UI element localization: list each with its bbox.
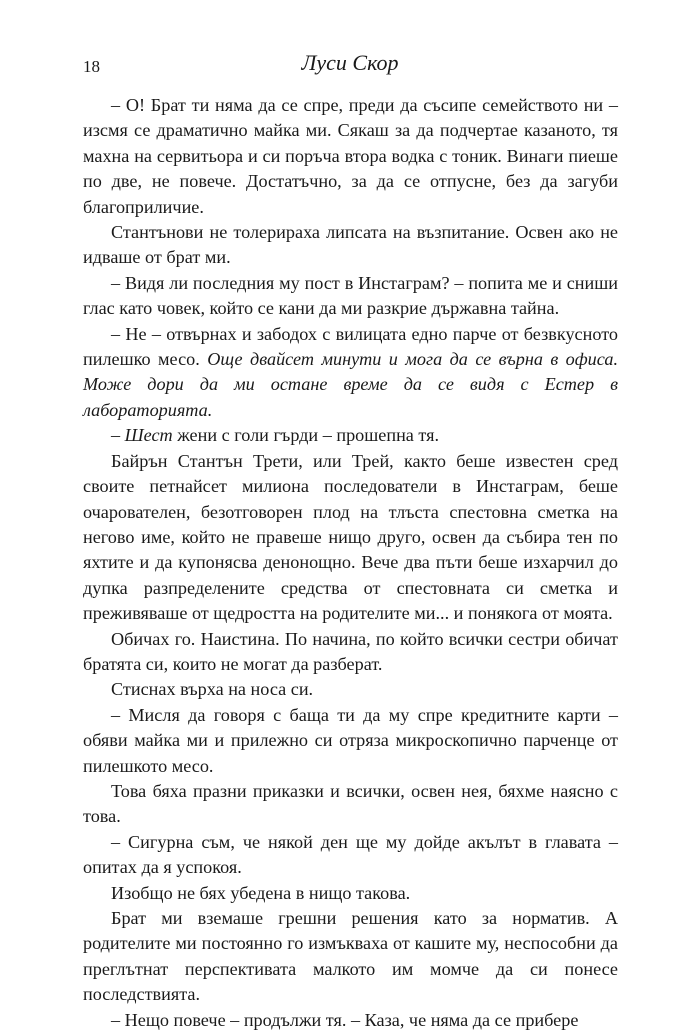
text-run: – Мисля да говоря с баща ти да му спре кредитните карти – обяви майка ми и прилежно си отряза микроскопично парченце от пилешкото месо. [83,704,618,776]
text-run: – [111,425,125,446]
paragraph [83,220,618,271]
text-run: – Видя ли последния му пост в Инстаграм? – попита ме и сниши глас като човек, който се кани да ми разкрие държавна тайна. [83,272,618,319]
paragraph [83,271,618,322]
paragraph [83,779,618,830]
text-run: Изобщо не бях убедена в нищо такова. [111,882,411,903]
paragraph [83,1008,618,1033]
text-run: – Нещо повече – продължи тя. – Каза, че няма да се прибере [111,1009,579,1030]
text-run: – О! Брат ти няма да се спре, преди да съсипе семейството ни – изсмя се драматично майка ми. Сякаш за да подчертае казаното, тя махна на сервитьора и си поръча втора водка с тоник. Винаги пиеше по две, не повече. Достатъчно, за да се отпусне, без да загуби благоприличие. [83,95,618,217]
page-number: 18 [83,57,100,76]
paragraph [83,677,618,702]
paragraph [83,703,618,779]
paragraph [83,423,618,448]
text-run: Брат ми вземаше грешни решения като за норматив. А родителите ми постоянно го измъкваха от кашите му, неспособни да преглътнат перспективата малкото им момче да си понесе последствията. [83,908,618,1005]
text-run: Байрън Стантън Трети, или Трей, както беше известен сред своите петнайсет милиона последователи в Инстаграм, беше очарователен, безотговорен плод на тлъста спестовна сметка на негово име, който не правеше нищо друго, освен да събира тен по яхтите и да купонясва денонощно. Вече два пъти беше изхарчил до дупка разпределените средства от спестовната си сметка и преживяваше от щедростта на родителите ми... и понякога от моята. [83,450,618,624]
text-run: – Сигурна съм, че някой ден ще му дойде акълът в главата – опитах да я успокоя. [83,831,618,878]
text-run: Стантънови не толерираха липсата на възпитание. Освен ако не идваше от брат ми. [83,222,618,268]
text-run: Стиснах върха на носа си. [111,679,314,700]
paragraph [83,627,618,678]
text-run: Обичах го. Наистина. По начина, по който всички сестри обичат братята си, които не могат да разберат. [83,628,618,674]
text-run: – Не – отвърнах и забодох с вилицата едно парче от безвкусното пилешко месо. [83,323,618,370]
italic-text: Още двайсет минути и мога да се върна в офиса. Може дори да ми остане време да се видя с Естер в лабораторията. [83,349,618,420]
paragraph [83,906,618,1008]
body-text [83,93,618,1033]
italic-text: Шест [124,425,173,446]
page-header [83,50,617,80]
text-run: Това бяха празни приказки и всички, освен нея, бяхме наясно с това. [83,780,618,827]
text-run: жени с голи гърди – прошепна тя. [172,425,440,446]
running-title: Луси Скор [301,50,399,75]
paragraph [83,322,618,424]
paragraph [83,881,618,906]
paragraph [83,93,618,220]
paragraph [83,449,618,627]
paragraph [83,830,618,881]
